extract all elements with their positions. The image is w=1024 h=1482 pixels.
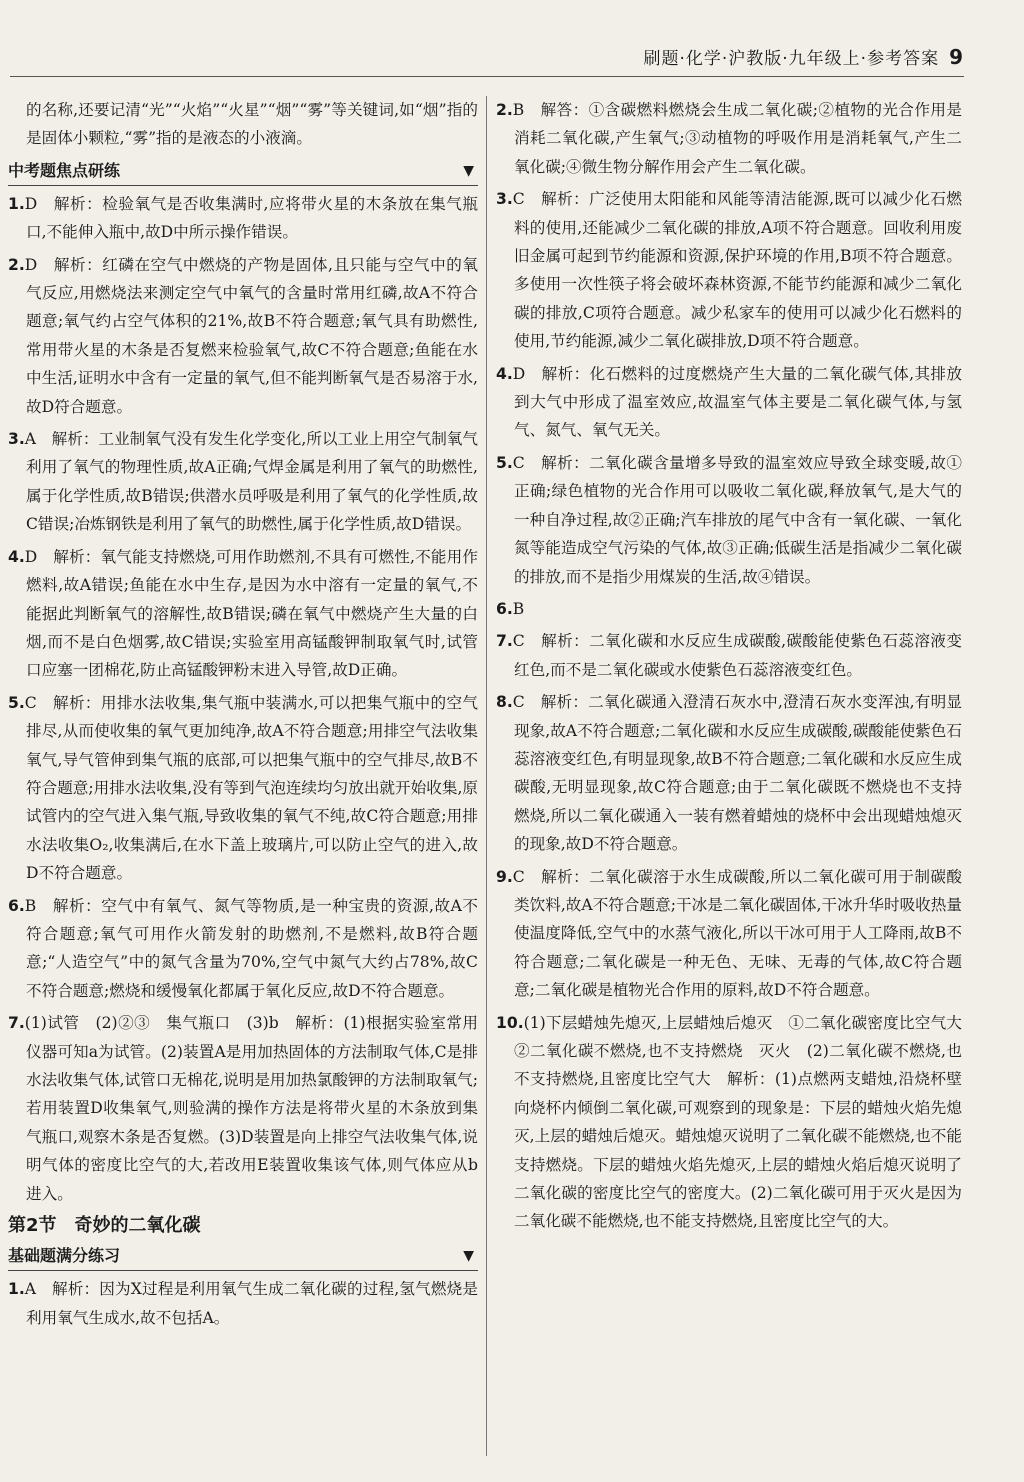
- answer-item: [8, 543, 478, 685]
- answer-list-1: [8, 190, 478, 1208]
- answer-item: [496, 96, 962, 181]
- column-divider: [486, 96, 487, 1456]
- answer-list-3: [496, 96, 978, 1236]
- answer-item: [496, 627, 962, 684]
- section-bar-jichu: [8, 1242, 478, 1271]
- answer-item: [496, 863, 962, 1005]
- answer-item: [496, 595, 962, 623]
- triangle-down-icon: ▼: [463, 162, 474, 179]
- answer-item: [496, 449, 962, 591]
- section-title: 第2节 奇妙的二氧化碳: [8, 1215, 201, 1237]
- answer-number: 2.: [8, 255, 25, 274]
- header-title: 刷题·化学·沪教版·九年级上·参考答案: [643, 49, 940, 69]
- answer-item: [8, 425, 478, 539]
- answer-item: [8, 251, 478, 421]
- section-label: 中考题焦点研练: [8, 160, 121, 180]
- answer-text: C 解析：二氧化碳含量增多导致的温室效应导致全球变暖,故①正确;绿色植物的光合作用可以吸收二氧化碳,释放氧气,是大气的一种自净过程,故②正确;汽车排放的尾气中含有一氧化碳、一氧化氮等能造成空气污染的气体,故③正确;低碳生活是指减少二氧化碳的排放,而不是指少用煤炭的生活,故④错误。: [512, 453, 962, 586]
- answer-item: [496, 688, 962, 858]
- answer-text: C 解析：二氧化碳和水反应生成碳酸,碳酸能使紫色石蕊溶液变红色,而不是二氧化碳或水使紫色石蕊溶液变红色。: [512, 632, 962, 679]
- triangle-down-icon: ▼: [463, 1248, 474, 1265]
- answer-text: (1)试管 (2)②③ 集气瓶口 (3)b 解析：(1)根据实验室常用仪器可知a为试管。(2)装置A是用加热固体的方法制取气体,C是排水法收集气体,试管口无棉花,说明是用加热氯酸钾的方法制取氧气;若用装置D收集氧气,则验满的操作方法是将带火星的木条放到集气瓶口,观察木条是否复燃。(3)D装置是向上排空气法收集气体,说明气体的密度比空气的大,若改用E装置收集该气体,则气体应从b进入。: [24, 1014, 478, 1203]
- left-column: [8, 96, 478, 1336]
- answer-text: A 解析：因为X过程是利用氧气生成二氧化碳的过程,氢气燃烧是利用氧气生成水,故不包括A。: [24, 1280, 478, 1327]
- answer-text: C 解析：广泛使用太阳能和风能等清洁能源,既可以减少化石燃料的使用,还能减少二氧化碳的排放,A项不符合题意。回收利用废旧金属可起到节约能源和资源,保护环境的作用,B项不符合题意。多使用一次性筷子将会破坏森林资源,不能节约能源和减少二氧化碳的排放,C项符合题意。减少私家车的使用可以减少化石燃料的使用,节约能源,减少二氧化碳排放,D项不符合题意。: [512, 190, 962, 351]
- answer-text: (1)下层蜡烛先熄灭,上层蜡烛后熄灭 ①二氧化碳密度比空气大 ②二氧化碳不燃烧,也不支持燃烧 灭火 (2)二氧化碳不燃烧,也不支持燃烧,且密度比空气大 解析：(1)点燃两支蜡烛,沿烧杯壁向烧杯内倾倒二氧化碳,可观察到的现象是：下层的蜡烛火焰先熄灭,上层的蜡烛后熄灭。蜡烛熄灭说明了二氧化碳不能燃烧,也不能支持燃烧。下层的蜡烛火焰先熄灭,上层的蜡烛火焰后熄灭说明了二氧化碳的密度比空气的密度大。(2)二氧化碳可用于灭火是因为二氧化碳不能燃烧,也不能支持燃烧,且密度比空气的大。: [514, 1013, 978, 1231]
- answer-number: 6.: [8, 896, 25, 915]
- answer-number: 9.: [496, 867, 513, 886]
- answer-item: [8, 689, 478, 888]
- answer-item: [8, 1275, 478, 1332]
- right-column: [496, 96, 978, 1240]
- answer-number: 4.: [496, 364, 513, 383]
- answer-number: 2.: [496, 101, 513, 119]
- answer-item: [8, 1009, 478, 1208]
- answer-number: 10.: [496, 1013, 524, 1032]
- answer-text: B 解析：空气中有氧气、氮气等物质,是一种宝贵的资源,故A不符合题意;氧气可用作火箭发射的助燃剂,不是燃料,故B符合题意;“人造空气”中的氮气含量为70%,空气中氮气大约占78%,故C不符合题意;燃烧和缓慢氧化都属于氧化反应,故D不符合题意。: [24, 896, 478, 1000]
- section-bar-zhongkao: [8, 157, 478, 186]
- answer-text: C 解析：二氧化碳通入澄清石灰水中,澄清石灰水变浑浊,有明显现象,故A不符合题意;二氧化碳和水反应生成碳酸,碳酸能使紫色石蕊溶液变红色,有明显现象,故B不符合题意;二氧化碳和水反应生成碳酸,无明显现象,故C符合题意;由于二氧化碳既不燃烧也不支持燃烧,所以二氧化碳通入一装有燃着蜡烛的烧杯中会出现蜡烛熄灭的现象,故D不符合题意。: [512, 693, 962, 854]
- answer-item: [496, 1009, 978, 1236]
- answer-number: 1.: [8, 1280, 25, 1299]
- answer-text: D 解析：检验氧气是否收集满时,应将带火星的木条放在集气瓶口,不能伸入瓶中,故D中所示操作错误。: [24, 194, 478, 242]
- page-number: 9: [949, 45, 964, 69]
- answer-text: C 解析：用排水法收集,集气瓶中装满水,可以把集气瓶中的空气排尽,从而使收集的氧气更加纯净,故A不符合题意;用排空气法收集氧气,导气管伸到集气瓶的底部,可以把集气瓶中的空气排尽,故B不符合题意;用排水法收集,没有等到气泡连续均匀放出就开始收集,原试管内的空气进入集气瓶,导致收集的氧气不纯,故C符合题意;用排水法收集O₂,收集满后,在水下盖上玻璃片,可以防止空气的进入,故D不符合题意。: [24, 693, 478, 883]
- answer-number: 7.: [8, 1014, 25, 1033]
- answer-text: C 解析：二氧化碳溶于水生成碳酸,所以二氧化碳可用于制碳酸类饮料,故A不符合题意;干冰是二氧化碳固体,干冰升华时吸收热量使温度降低,空气中的水蒸气液化,所以干冰可用于人工降雨,故B不符合题意;二氧化碳是一种无色、无味、无毒的气体,故C符合题意;二氧化碳是植物光合作用的原料,故D不符合题意。: [512, 867, 962, 1000]
- answer-text: D 解析：氧气能支持燃烧,可用作助燃剂,不具有可燃性,不能用作燃料,故A错误;鱼能在水中生存,是因为水中溶有一定量的氧气,不能据此判断氧气的溶解性,故B错误;磷在氧气中燃烧产生大量的白烟,而不是白色烟雾,故C错误;实验室用高锰酸钾制取氧气时,试管口应塞一团棉花,防止高锰酸钾粉末进入导管,故D正确。: [24, 547, 478, 680]
- answer-text: D 解析：化石燃料的过度燃烧产生大量的二氧化碳气体,其排放到大气中形成了温室效应,故温室气体主要是二氧化碳气体,与氢气、氮气、氧气无关。: [512, 364, 962, 440]
- answer-number: 5.: [8, 693, 25, 712]
- running-header: [643, 44, 964, 69]
- answer-text: B 解答：①含碳燃料燃烧会生成二氧化碳;②植物的光合作用是消耗二氧化碳,产生氧气;③动植物的呼吸作用是消耗氧气,产生二氧化碳;④微生物分解作用会产生二氧化碳。: [512, 101, 962, 176]
- answer-number: 5.: [496, 453, 513, 472]
- intro-paragraph: 的名称,还要记清“光”“火焰”“火星”“烟”“雾”等关键词,如“烟”指的是固体小颗粒,“雾”指的是液态的小液滴。: [26, 101, 478, 148]
- answer-item: [496, 185, 962, 355]
- answer-number: 7.: [496, 632, 513, 651]
- answer-text: A 解析：工业制氧气没有发生化学变化,所以工业上用空气制氧气利用了氧气的物理性质,故A正确;气焊金属是利用了氧气的助燃性,属于化学性质,故B错误;供潜水员呼吸是利用了氧气的化学性质,故C错误;冶炼钢铁是利用了氧气的助燃性,属于化学性质,故D错误。: [24, 430, 478, 534]
- answer-text: D 解析：红磷在空气中燃烧的产物是固体,且只能与空气中的氧气反应,用燃烧法来测定空气中氧气的含量时常用红磷,故A不符合题意;氧气约占空气体积的21%,故B不符合题意;氧气具有助燃性,常用带火星的木条是否复燃来检验氧气,故C不符合题意;鱼能在水中生活,证明水中含有一定量的氧气,但不能判断氧气是否易溶于水,故D符合题意。: [24, 255, 478, 416]
- answer-number: 1.: [8, 194, 25, 213]
- answer-item: [8, 190, 478, 247]
- answer-list-2: [8, 1275, 478, 1332]
- answer-number: 4.: [8, 547, 25, 566]
- answer-number: 6.: [496, 599, 513, 618]
- answer-number: 8.: [496, 693, 513, 712]
- answer-number: 3.: [496, 190, 513, 209]
- section-label: 基础题满分练习: [8, 1246, 121, 1266]
- answer-text: B: [512, 599, 525, 618]
- answer-item: [8, 892, 478, 1006]
- header-rule: [10, 76, 964, 77]
- answer-number: 3.: [8, 430, 25, 449]
- answer-item: [496, 360, 962, 445]
